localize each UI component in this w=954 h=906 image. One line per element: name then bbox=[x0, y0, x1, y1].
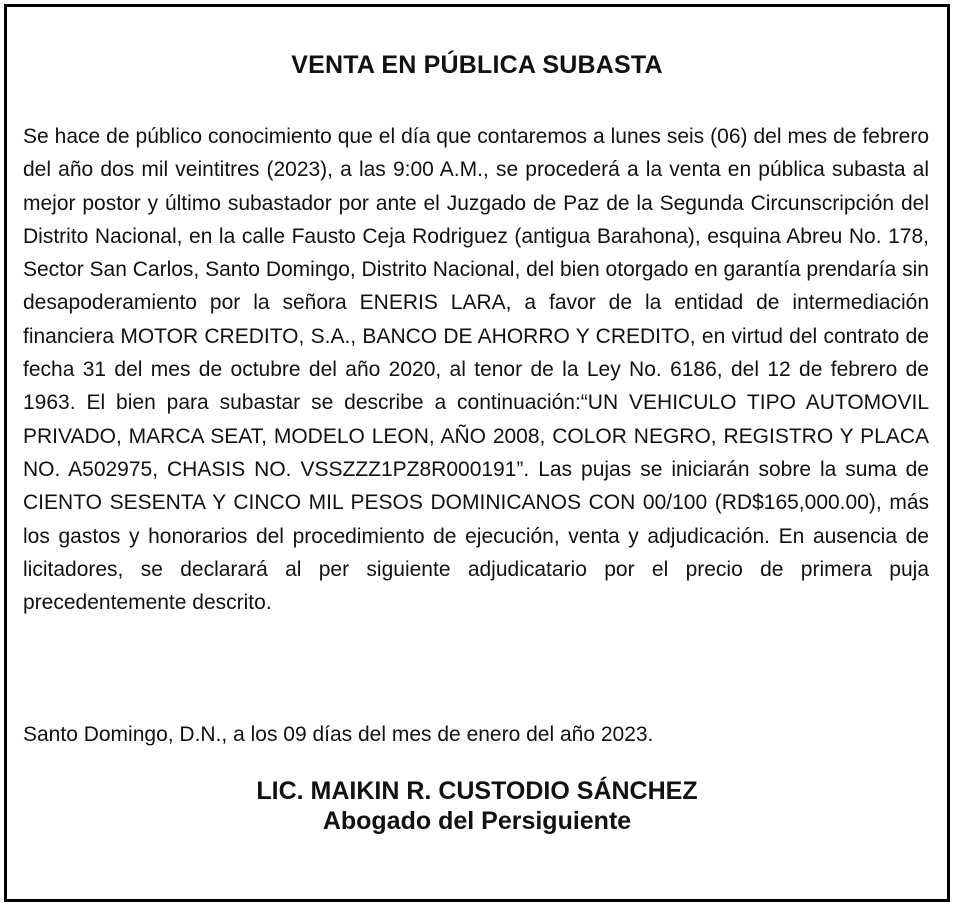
notice-date-line: Santo Domingo, D.N., a los 09 días del mes de enero del año 2023. bbox=[23, 723, 654, 746]
signature-block bbox=[7, 776, 947, 836]
notice-frame bbox=[4, 4, 950, 902]
signature-name: LIC. MAIKIN R. CUSTODIO SÁNCHEZ bbox=[256, 777, 698, 805]
notice-title: VENTA EN PÚBLICA SUBASTA bbox=[291, 51, 663, 79]
notice-body: Se hace de público conocimiento que el día que contaremos a lunes seis (06) del mes de febrero del año dos mil veintitres (2023), a las 9:00 A.M., se procederá a la venta en pública subasta al mejor postor y último subastador por ante el Juzgado de Paz de la Segunda Circunscripción del Distrito Nacional, en la calle Fausto Ceja Rodriguez (antigua Barahona), esquina Abreu No. 178, Sector San Carlos, Santo Domingo, Distrito Nacional, del bien otorgado en garantía prendaría sin desapoderamiento por la señora ENERIS LARA, a favor de la entidad de intermediación financiera MOTOR CREDITO, S.A., BANCO DE AHORRO Y CREDITO, en virtud del contrato de fecha 31 del mes de octubre del año 2020, al tenor de la Ley No. 6186, del 12 de febrero de 1963. El bien para subastar se describe a continuación:“UN VEHICULO TIPO AUTOMOVIL PRIVADO, MARCA SEAT, MODELO LEON, AÑO 2008, COLOR NEGRO, REGISTRO Y PLACA NO. A502975, CHASIS NO. VSSZZZ1PZ8R000191”. Las pujas se iniciarán sobre la suma de CIENTO SESENTA Y CINCO MIL PESOS DOMINICANOS CON 00/100 (RD$165,000.00), más los gastos y honorarios del procedimiento de ejecución, venta y adjudicación. En ausencia de licitadores, se declarará al per siguiente adjudicatario por el precio de primera puja precedentemente descrito. bbox=[23, 125, 929, 615]
signature-role: Abogado del Persiguiente bbox=[322, 807, 632, 835]
